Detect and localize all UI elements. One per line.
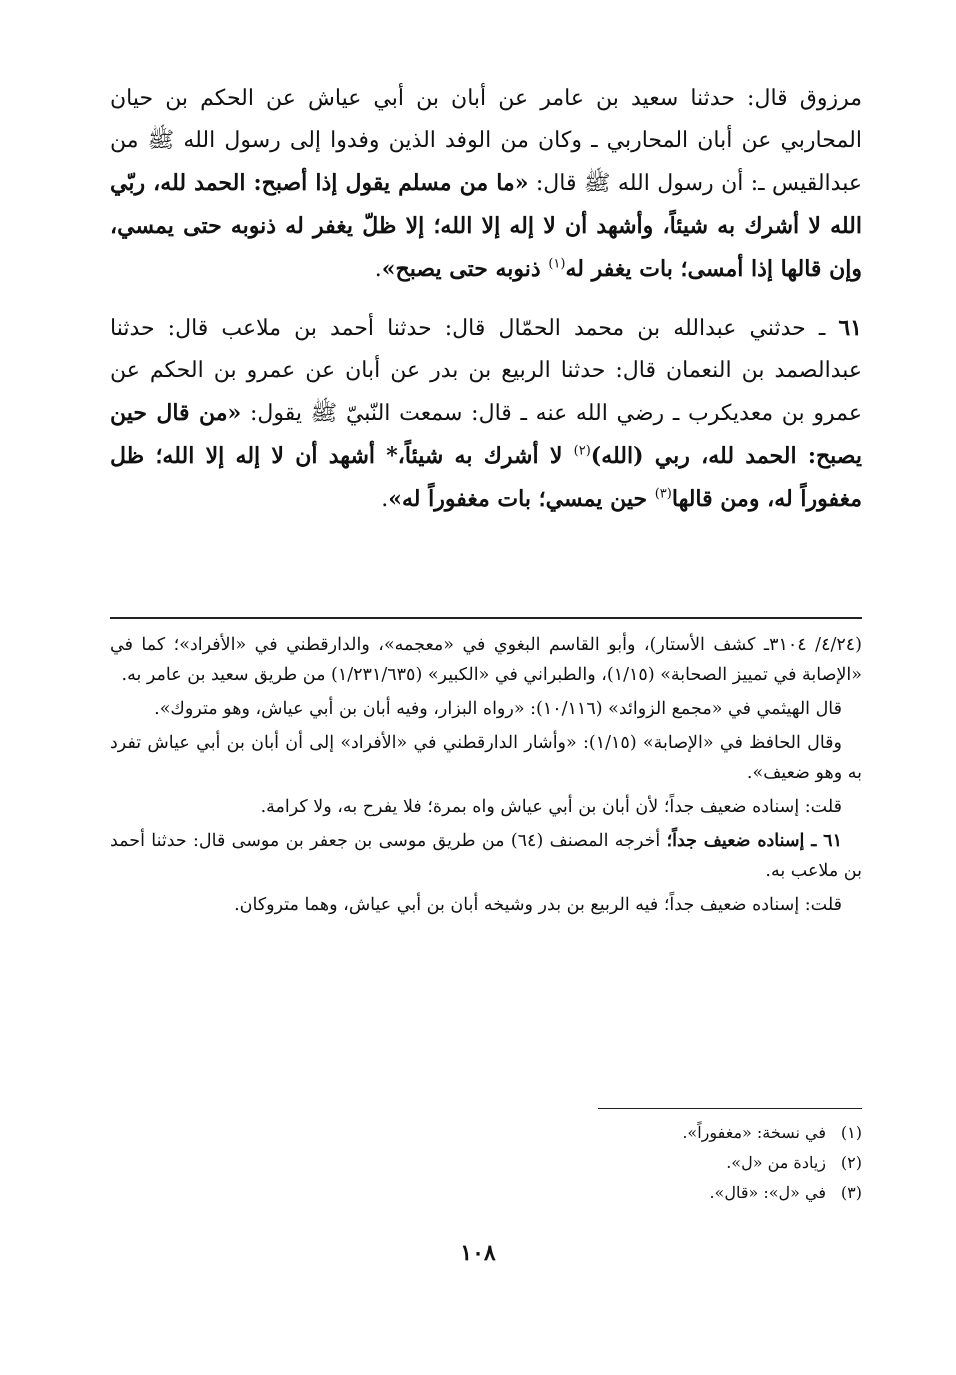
footnote-3: (٣)في «ل»: «قال».	[709, 1183, 862, 1202]
isnad-text: مرزوق قال: حدثنا سعيد بن عامر عن أبان بن أبي عياش عن الحكم بن حيان المحاربي عن أبان المحاربي ـ وكان من الوفد الذين وفدوا إلى رسول الله ﷺ من عبدالقيس ـ: أن رسول الله ﷺ قال:	[110, 86, 862, 196]
note-paragraph: (٤/٢٤/ ٣١٠٤ـ كشف الأستار)، وأبو القاسم البغوي في «معجمه»، والدارقطني في «الأفراد»؛ كما في «الإصابة في تمييز الصحابة» (١/١٥)، والطبراني في «الكبير» (١/٢٣١/٦٣٥) من طريق سعيد بن عامر به.	[110, 635, 862, 685]
separator-rule	[110, 617, 862, 619]
note-grading: ـ إسناده ضعيف جداً؛	[666, 831, 824, 851]
hadith-number: ٦١	[838, 315, 862, 341]
note-paragraph: ٦١ ـ إسناده ضعيف جداً؛ أخرجه المصنف (٦٤) من طريق موسى بن جعفر بن موسى قال: حدثنا أحمد بن ملاعب به.	[110, 831, 862, 881]
footnote-ref-3: (٣)	[654, 486, 672, 502]
footnote-1: (١)في نسخة: «مغفوراً».	[682, 1123, 862, 1142]
footnotes	[560, 1118, 862, 1208]
matn-text: «من قال حين يصبح: الحمد لله، ربي	[110, 400, 863, 469]
page-number: ١٠٨	[460, 1240, 496, 1266]
note-paragraph: قلت: إسناده ضعيف جداً؛ فيه الربيع بن بدر وشيخه أبان بن أبي عياش، وهما متروكان.	[234, 895, 842, 915]
hadith-paragraph-61: ٦١ ـ حدثني عبدالله بن محمد الحمّال قال: حدثنا أحمد بن ملاعب قال: حدثنا عبدالصمد بن النعمان قال: حدثنا الربيع بن بدر عن أبان عن عمرو بن الحكم عن عمرو بن معديكرب ـ رضي الله عنه ـ قال: سمعت النّبيّ ﷺ يقول: «من قال حين يصبح: الحمد لله، ربي (الله)$^{(٢)}$ لا أشرك به شيئاً،* أشهد أن لا إله إلا الله؛ ظل مغفوراً له، ومن قالها$^{(٣)}$ حين يمسي؛ بات مغفوراً له».	[110, 315, 863, 512]
matn-text: «ما من مسلم يقول إذا أصبح: الحمد لله، ربّي الله لا أشرك به شيئاً، وأشهد أن لا إله إلا الله؛ إلا ظلّ يغفر له ذنوبه حتى يمسي، وإن قالها إذا أمسى؛ بات يغفر له	[110, 170, 862, 282]
footnote-ref-2: (٢)	[573, 443, 591, 459]
note-paragraph: قلت: إسناده ضعيف جداً؛ لأن أبان بن أبي عياش واه بمرة؛ فلا يفرح به، ولا كرامة.	[260, 797, 842, 817]
footnote-rule	[598, 1108, 862, 1109]
note-paragraph: وقال الحافظ في «الإصابة» (١/١٥): «وأشار الدارقطني في «الأفراد» إلى أن أبان بن أبي عياش تفرد به وهو ضعيف».	[110, 733, 862, 783]
footnote-ref-1: (١)	[548, 256, 566, 272]
note-paragraph: قال الهيثمي في «مجمع الزوائد» (١٠/١١٦): «رواه البزار، وفيه أبان بن أبي عياش، وهو متروك».	[154, 699, 842, 719]
commentary-notes	[110, 630, 862, 924]
isnad-text: ـ حدثني عبدالله بن محمد الحمّال قال: حدثنا أحمد بن ملاعب قال: حدثنا عبدالصمد بن النعمان قال: حدثنا الربيع بن بدر عن أبان عن عمرو بن الحكم عن عمرو بن معديكرب ـ رضي الله عنه ـ قال: سمعت النّبيّ ﷺ يقول:	[110, 316, 862, 426]
main-text	[110, 78, 862, 521]
hadith-paragraph-60: مرزوق قال: حدثنا سعيد بن عامر عن أبان بن أبي عياش عن الحكم بن حيان المحاربي عن أبان المحاربي ـ وكان من الوفد الذين وفدوا إلى رسول الله ﷺ من عبدالقيس ـ: أن رسول الله ﷺ قال: «ما من مسلم يقول إذا أصبح: الحمد لله، ربّي الله لا أشرك به شيئاً، وأشهد أن لا إله إلا الله؛ إلا ظلّ يغفر له ذنوبه حتى يمسي، وإن قالها إذا أمسى؛ بات يغفر له$^{(١)}$ ذنوبه حتى يصبح».	[110, 86, 862, 282]
matn-text-end: ذنوبه حتى يصبح»	[381, 256, 549, 282]
footnote-2: (٢)زيادة من «ل».	[726, 1153, 862, 1172]
note-number: ٦١	[823, 831, 842, 851]
